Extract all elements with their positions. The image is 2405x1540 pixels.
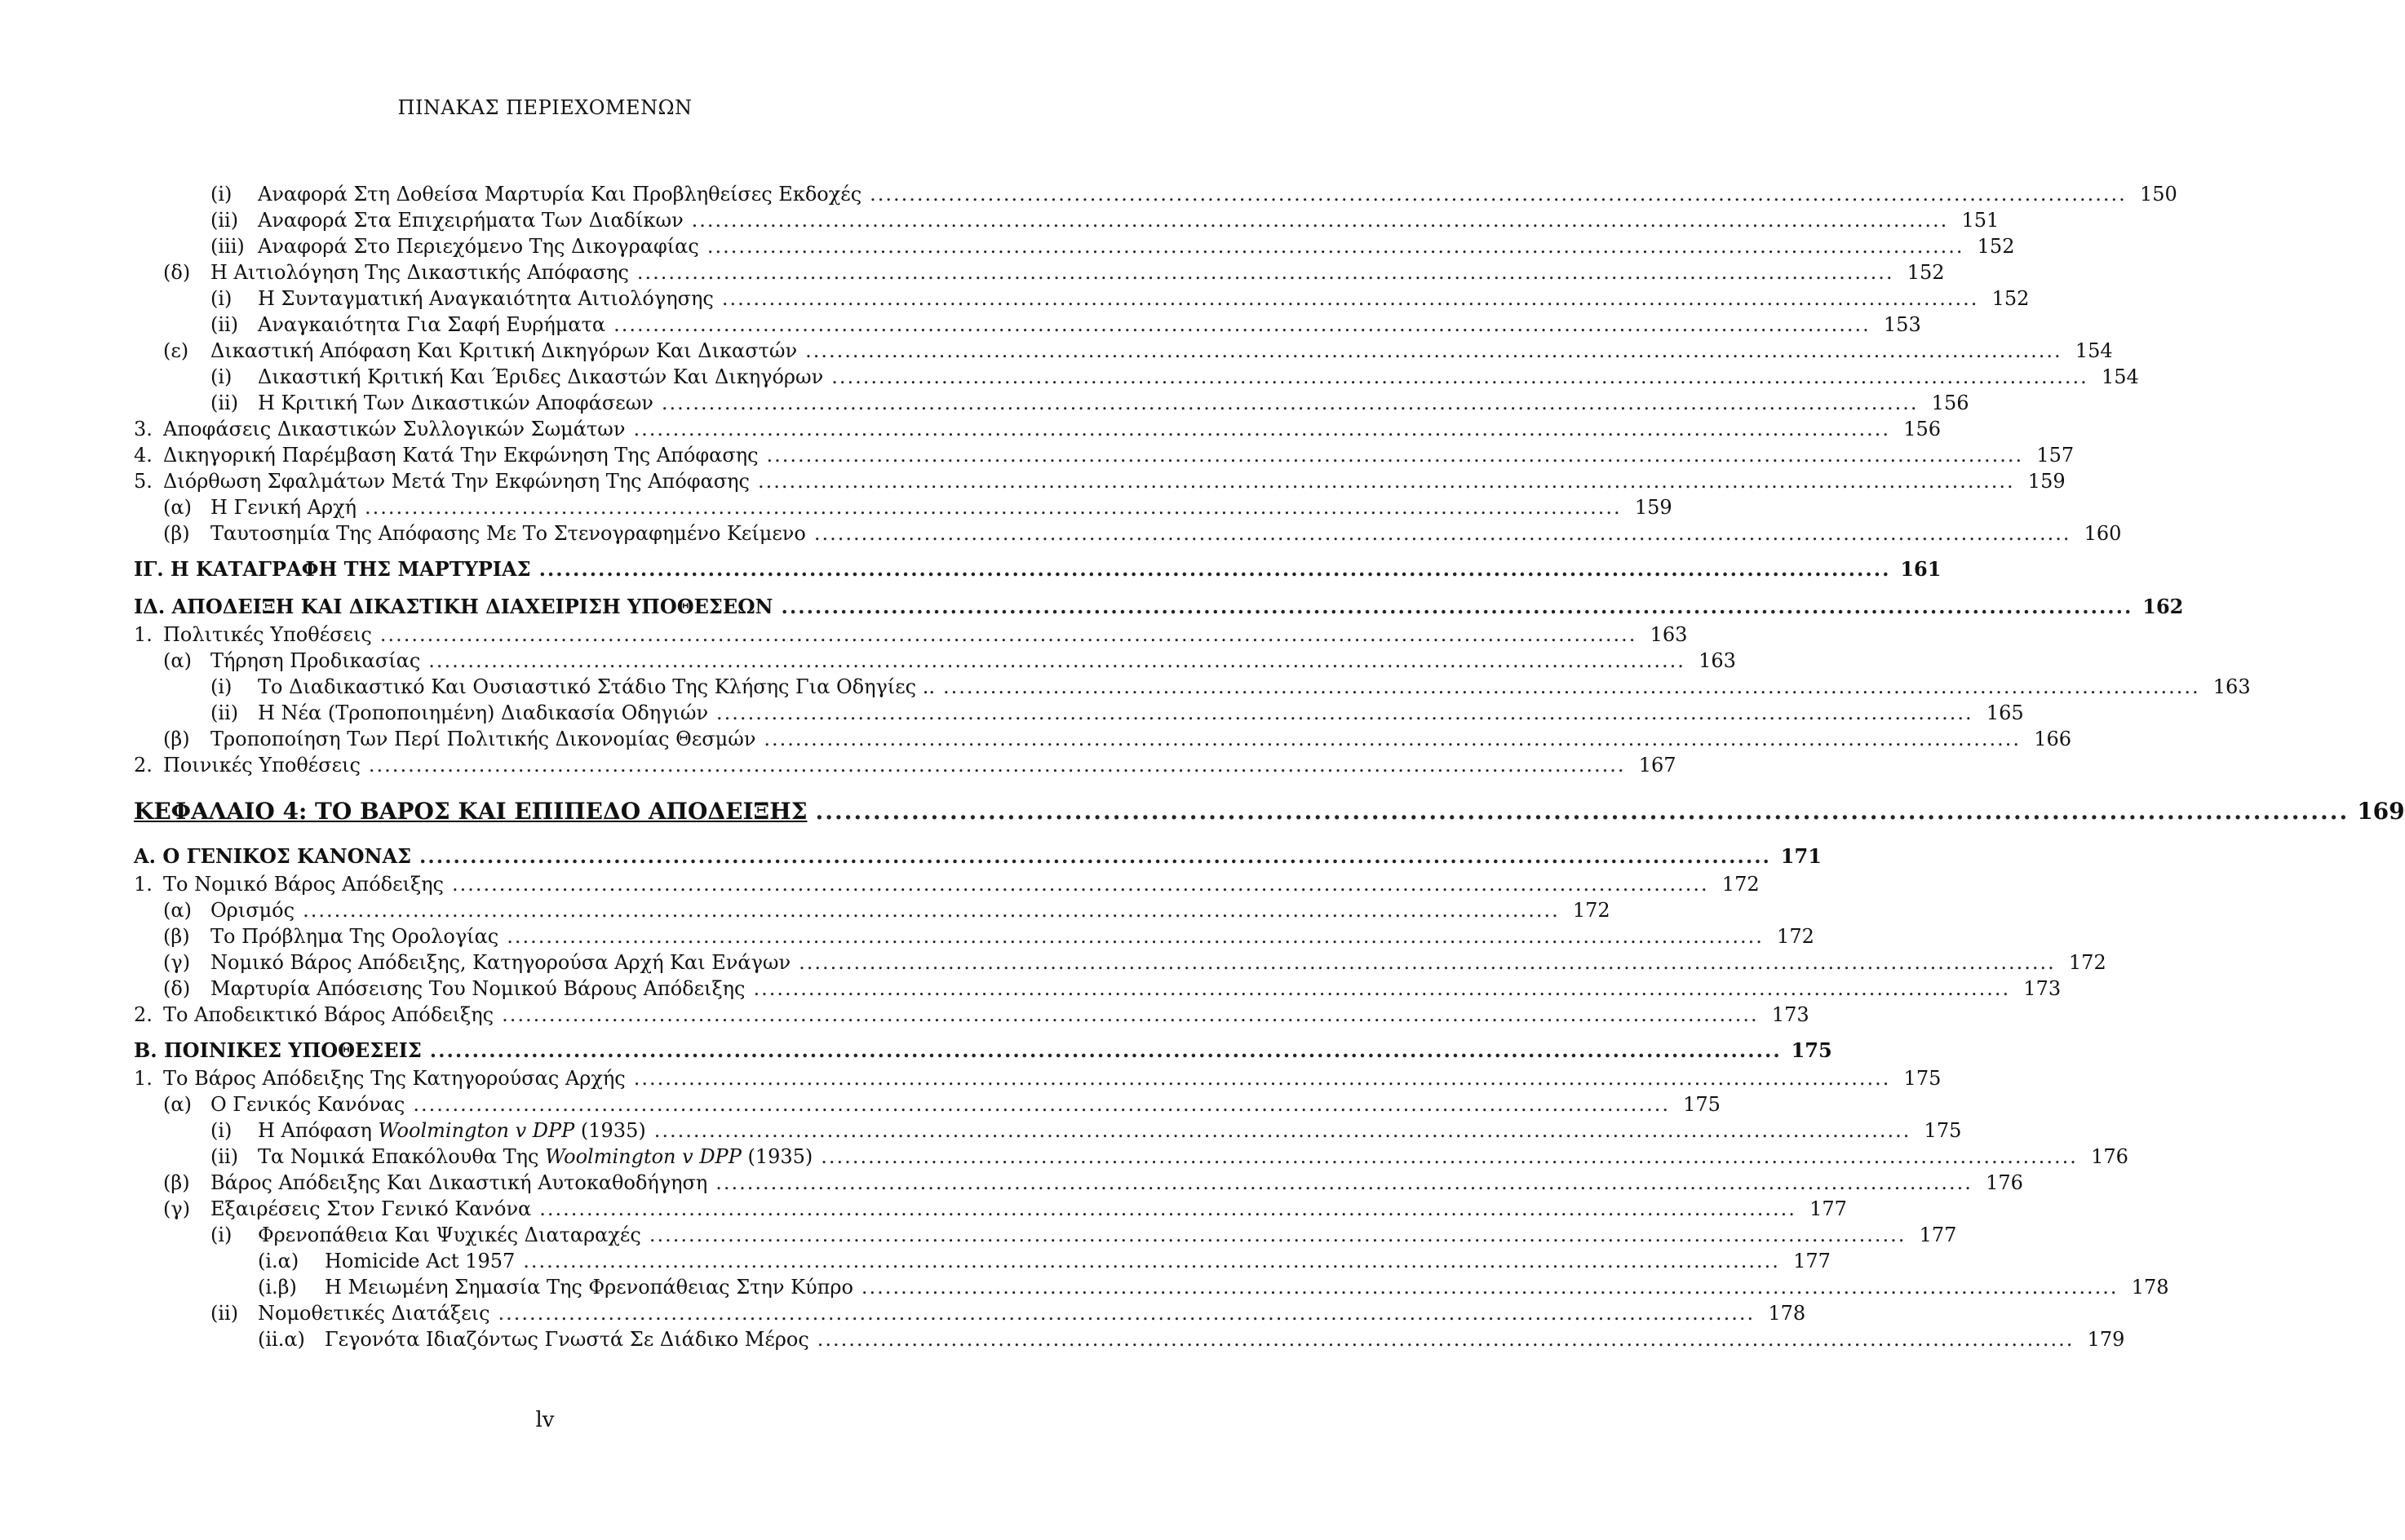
toc-entry-label: (δ) <box>163 261 191 284</box>
dot-leader <box>767 442 2024 468</box>
toc-page-number: 152 <box>1977 235 2015 258</box>
toc-page-number: 175 <box>1903 1067 1942 1090</box>
toc-entry <box>134 726 2072 752</box>
toc-entry-title: Φρενοπάθεια Και Ψυχικές Διαταραχές <box>258 1224 641 1246</box>
dot-leader <box>380 622 1637 648</box>
toc-page-number: 173 <box>2023 977 2062 1000</box>
toc-page-number: 177 <box>1793 1250 1831 1272</box>
toc-entry-title: Τα Νομικά Επακόλουθα Της Woolmington v DPP (1935) <box>258 1145 813 1168</box>
dot-leader <box>523 1248 1780 1274</box>
toc-entry <box>134 923 1814 949</box>
toc-entry-label: (iii) <box>210 235 245 258</box>
dot-leader <box>814 520 2071 547</box>
table-of-contents <box>134 181 2405 1352</box>
toc-entry-label: (α) <box>163 1093 192 1116</box>
toc-page-number: 165 <box>1986 701 2024 724</box>
toc-page-number: 172 <box>1572 899 1610 922</box>
toc-entry-label: 1. <box>134 623 153 646</box>
dot-leader <box>722 285 1979 312</box>
toc-entry-label: (ii) <box>210 209 239 232</box>
toc-entry-label: 2. <box>134 754 153 777</box>
toc-page-number: 177 <box>1919 1224 1957 1246</box>
toc-entry-title: Δικηγορική Παρέμβαση Κατά Την Εκφώνηση Της Απόφασης <box>163 444 759 467</box>
toc-entry-title: Αναφορά Στα Επιχειρήματα Των Διαδίκων <box>258 209 684 232</box>
toc-entry <box>134 1248 1831 1274</box>
dot-leader <box>654 1117 1911 1144</box>
dot-leader <box>831 364 2088 390</box>
toc-section <box>134 843 1822 871</box>
dot-leader <box>507 923 1764 949</box>
toc-entry-title: Δικαστική Κριτική Και Έριδες Δικαστών Και Δικηγόρων <box>258 365 824 388</box>
toc-entry-label: (i) <box>210 183 233 206</box>
toc-entry-title: Η Αιτιολόγηση Της Δικαστικής Απόφασης <box>210 261 629 284</box>
dot-leader <box>764 726 2021 752</box>
toc-entry <box>134 520 2122 547</box>
toc-page-number: 166 <box>2034 728 2072 750</box>
toc-entry <box>134 1117 1962 1144</box>
toc-entry-label: (β) <box>163 925 190 948</box>
toc-page-number: 167 <box>1638 754 1676 777</box>
toc-entry-label: 2. <box>134 1003 153 1026</box>
toc-entry <box>134 494 1672 520</box>
running-title: ΠΙΝΑΚΑΣ ΠΕΡΙΕΧΟΜΕΝΩΝ <box>397 96 693 119</box>
toc-entry <box>134 622 1688 648</box>
toc-entry <box>134 1144 2128 1170</box>
toc-entry <box>134 897 1610 923</box>
dot-leader <box>428 648 1685 674</box>
toc-entry-title: Α. Ο ΓΕΝΙΚΟΣ ΚΑΝΟΝΑΣ <box>134 844 412 868</box>
toc-entry <box>134 285 2030 312</box>
dot-leader <box>633 416 1890 442</box>
dot-leader <box>816 790 2350 834</box>
toc-entry-label: (α) <box>163 649 192 672</box>
dot-leader <box>419 843 1771 870</box>
dot-leader <box>758 468 2015 494</box>
dot-leader <box>943 674 2200 700</box>
dot-leader <box>430 1038 1782 1064</box>
toc-entry <box>134 1065 1942 1091</box>
dot-leader <box>369 752 1626 778</box>
toc-entry-label: (ii) <box>210 701 239 724</box>
toc-entry-title: ΙΓ. Η ΚΑΤΑΓΡΑΦΗ ΤΗΣ ΜΑΡΤΥΡΙΑΣ <box>134 557 531 581</box>
toc-entry-title: Δικαστική Απόφαση Και Κριτική Δικηγόρων Και Δικαστών <box>210 339 798 362</box>
toc-page-number: 159 <box>2027 470 2066 493</box>
dot-leader <box>799 949 2056 976</box>
dot-leader <box>805 338 2062 364</box>
toc-entry-label: (ii.α) <box>258 1328 305 1351</box>
dot-leader <box>413 1091 1670 1117</box>
toc-entry <box>134 1300 1806 1326</box>
toc-page-number: 178 <box>2131 1276 2169 1299</box>
toc-page-number: 150 <box>2139 183 2177 206</box>
toc-entry-title: Η Συνταγματική Αναγκαιότητα Αιτιολόγησης <box>258 287 714 310</box>
toc-entry-title: Ορισμός <box>210 899 295 922</box>
toc-entry <box>134 364 2139 390</box>
toc-entry-label: (β) <box>163 522 190 545</box>
toc-entry-label: (ii) <box>210 1145 239 1168</box>
toc-page-number: 173 <box>1771 1003 1809 1026</box>
toc-page-number: 160 <box>2084 522 2122 545</box>
toc-entry-label: (i) <box>210 287 233 310</box>
toc-entry-title: Τήρηση Προδικασίας <box>210 649 421 672</box>
dot-leader <box>613 312 1871 338</box>
toc-entry <box>134 259 1945 285</box>
toc-entry-label: (γ) <box>163 1197 191 1220</box>
toc-page-number: 152 <box>1991 287 2030 310</box>
toc-entry-label: (γ) <box>163 951 191 974</box>
toc-entry-label: 5. <box>134 470 153 493</box>
toc-entry-label: (ii) <box>210 1302 239 1325</box>
toc-section <box>134 556 1942 584</box>
toc-entry-title: Τροποποίηση Των Περί Πολιτικής Δικονομίας Θεσμών <box>210 728 756 750</box>
toc-entry-label: 1. <box>134 873 153 896</box>
dot-leader <box>753 976 2010 1002</box>
dot-leader <box>861 1274 2119 1300</box>
dot-leader <box>817 1326 2075 1352</box>
toc-page-number: 179 <box>2087 1328 2125 1351</box>
toc-entry-title: Το Βάρος Απόδειξης Της Κατηγορούσας Αρχής <box>163 1067 626 1090</box>
toc-entry-title: Μαρτυρία Απόσεισης Του Νομικού Βάρους Απόδειξης <box>210 977 746 1000</box>
toc-entry-label: (i.β) <box>258 1276 297 1299</box>
toc-entry-title: Αποφάσεις Δικαστικών Συλλογικών Σωμάτων <box>163 418 626 440</box>
dot-leader <box>452 871 1709 897</box>
page-number: lv <box>535 1408 555 1432</box>
toc-entry-title: Ο Γενικός Κανόνας <box>210 1093 405 1116</box>
toc-entry-title: Πολιτικές Υποθέσεις <box>163 623 372 646</box>
toc-page-number: 172 <box>2068 951 2106 974</box>
toc-entry-title: Ποινικές Υποθέσεις <box>163 754 361 777</box>
dot-leader <box>782 594 2133 620</box>
toc-entry-title: Διόρθωση Σφαλμάτων Μετά Την Εκφώνηση Της Απόφασης <box>163 470 750 493</box>
toc-entry-title: Το Πρόβλημα Της Ορολογίας <box>210 925 499 948</box>
toc-page-number: 172 <box>1777 925 1814 948</box>
dot-leader <box>870 181 2127 207</box>
toc-entry <box>134 871 1760 897</box>
toc-page-number: 163 <box>1699 649 1736 672</box>
dot-leader <box>707 233 1964 259</box>
toc-page-number: 163 <box>2212 675 2251 698</box>
toc-page-number: 156 <box>1931 392 1969 414</box>
toc-entry-title: Το Διαδικαστικό Και Ουσιαστικό Στάδιο Της Κλήσης Για Οδηγίες .. <box>258 675 935 698</box>
dot-leader <box>634 1065 1891 1091</box>
dot-leader <box>692 207 1949 233</box>
toc-entry <box>134 752 1676 778</box>
toc-entry-title: Homicide Act 1957 <box>325 1250 516 1272</box>
toc-page-number: 154 <box>2075 339 2113 362</box>
toc-entry-title: Β. ΠΟΙΝΙΚΕΣ ΥΠΟΘΕΣΕΙΣ <box>134 1038 422 1062</box>
toc-entry-label: 1. <box>134 1067 153 1090</box>
toc-entry-title: Βάρος Απόδειξης Και Δικαστική Αυτοκαθοδήγηση <box>210 1171 708 1194</box>
toc-page-number: 153 <box>1883 313 1921 336</box>
toc-entry-title: Αναγκαιότητα Για Σαφή Ευρήματα <box>258 313 606 336</box>
toc-entry-label: (i) <box>210 365 233 388</box>
toc-entry-label: (i) <box>210 1119 233 1142</box>
toc-entry-label: (δ) <box>163 977 191 1000</box>
toc-page-number: 178 <box>1768 1302 1806 1325</box>
toc-page-number: 162 <box>2142 595 2184 618</box>
toc-entry <box>134 949 2106 976</box>
toc-page-number: 176 <box>2091 1145 2128 1168</box>
toc-entry <box>134 390 1969 416</box>
dot-leader <box>715 1170 1973 1196</box>
toc-entry <box>134 1326 2125 1352</box>
toc-entry-label: (ii) <box>210 313 239 336</box>
dot-leader <box>502 1002 1759 1028</box>
toc-entry-title: Ταυτοσημία Της Απόφασης Με Το Στενογραφημένο Κείμενο <box>210 522 806 545</box>
toc-page-number: 152 <box>1907 261 1945 284</box>
toc-entry-label: 3. <box>134 418 153 440</box>
toc-entry-label: (i) <box>210 675 233 698</box>
toc-page-number: 175 <box>1791 1038 1832 1062</box>
toc-entry <box>134 338 2113 364</box>
toc-entry <box>134 442 2075 468</box>
dot-leader <box>716 700 1973 726</box>
toc-entry-title: ΚΕΦΑΛΑΙΟ 4: ΤΟ ΒΑΡΟΣ ΚΑΙ ΕΠΙΠΕΔΟ ΑΠΟΔΕΙΞΗΣ <box>134 798 808 825</box>
toc-entry <box>134 233 2015 259</box>
toc-entry-title: Το Αποδεικτικό Βάρος Απόδειξης <box>163 1003 494 1026</box>
toc-page-number: 156 <box>1903 418 1942 440</box>
toc-entry-title: Το Νομικό Βάρος Απόδειξης <box>163 873 444 896</box>
toc-page-number: 161 <box>1900 557 1942 581</box>
dot-leader <box>662 390 1919 416</box>
toc-entry-label: (i) <box>210 1224 233 1246</box>
toc-entry-title: Αναφορά Στο Περιεχόμενο Της Δικογραφίας <box>258 235 699 258</box>
toc-entry-title: Η Μειωμένη Σημασία Της Φρενοπάθειας Στην Κύπρο <box>325 1276 853 1299</box>
toc-entry <box>134 1091 1721 1117</box>
toc-entry-label: 4. <box>134 444 153 467</box>
toc-entry-title: Η Κριτική Των Δικαστικών Αποφάσεων <box>258 392 653 414</box>
toc-entry <box>134 1274 2169 1300</box>
toc-page-number: 172 <box>1721 873 1760 896</box>
toc-section <box>134 594 2184 622</box>
dot-leader <box>649 1222 1907 1248</box>
toc-entry <box>134 1002 1809 1028</box>
toc-entry <box>134 181 2177 207</box>
toc-page-number: 175 <box>1683 1093 1721 1116</box>
toc-entry-label: (α) <box>163 496 192 519</box>
toc-page-number: 175 <box>1924 1119 1962 1142</box>
dot-leader <box>303 897 1560 923</box>
toc-page-number: 171 <box>1780 844 1822 868</box>
dot-leader <box>539 1196 1796 1222</box>
toc-entry-title: Εξαιρέσεις Στον Γενικό Κανόνα <box>210 1197 532 1220</box>
toc-page-number: 163 <box>1650 623 1688 646</box>
toc-page-number: 157 <box>2036 444 2075 467</box>
toc-entry <box>134 674 2251 700</box>
toc-entry-title: Η Γενική Αρχή <box>210 496 357 519</box>
toc-page-number: 154 <box>2102 365 2139 388</box>
toc-entry <box>134 648 1736 674</box>
toc-entry <box>134 312 1921 338</box>
toc-entry <box>134 468 2066 494</box>
dot-leader <box>365 494 1622 520</box>
toc-page-number: 176 <box>1986 1171 2023 1194</box>
toc-entry <box>134 416 1942 442</box>
toc-entry <box>134 700 2024 726</box>
dot-leader <box>498 1300 1756 1326</box>
toc-entry <box>134 1170 2023 1196</box>
toc-entry-label: (α) <box>163 899 192 922</box>
toc-entry <box>134 976 2062 1002</box>
toc-entry <box>134 1222 1957 1248</box>
toc-page-number: 151 <box>1961 209 2000 232</box>
toc-page-number: 169 <box>2357 798 2405 825</box>
dot-leader <box>637 259 1894 285</box>
dot-leader <box>821 1144 2078 1170</box>
toc-chapter <box>134 790 2405 834</box>
toc-entry <box>134 1196 1847 1222</box>
toc-entry-label: (ε) <box>163 339 189 362</box>
toc-page-number: 159 <box>1634 496 1672 519</box>
toc-entry-title: ΙΔ. ΑΠΟΔΕΙΞΗ ΚΑΙ ΔΙΚΑΣΤΙΚΗ ΔΙΑΧΕΙΡΙΣΗ ΥΠΟΘΕΣΕΩΝ <box>134 595 773 618</box>
toc-section <box>134 1038 1832 1065</box>
toc-page-number: 177 <box>1809 1197 1847 1220</box>
toc-entry-label: (i.α) <box>258 1250 299 1272</box>
toc-entry-title: Γεγονότα Ιδιαζόντως Γνωστά Σε Διάδικο Μέρος <box>325 1328 809 1351</box>
toc-entry-label: (ii) <box>210 392 239 414</box>
toc-entry-title: Η Νέα (Τροποποιημένη) Διαδικασία Οδηγιών <box>258 701 709 724</box>
toc-entry-title: Η Απόφαση Woolmington v DPP (1935) <box>258 1119 646 1142</box>
toc-entry-label: (β) <box>163 728 190 750</box>
toc-entry-title: Αναφορά Στη Δοθείσα Μαρτυρία Και Προβληθείσες Εκδοχές <box>258 183 862 206</box>
toc-entry-title: Νομικό Βάρος Απόδειξης, Κατηγορούσα Αρχή Και Ενάγων <box>210 951 791 974</box>
dot-leader <box>539 556 1891 582</box>
toc-entry-title: Νομοθετικές Διατάξεις <box>258 1302 490 1325</box>
toc-entry-label: (β) <box>163 1171 190 1194</box>
toc-entry <box>134 207 2000 233</box>
